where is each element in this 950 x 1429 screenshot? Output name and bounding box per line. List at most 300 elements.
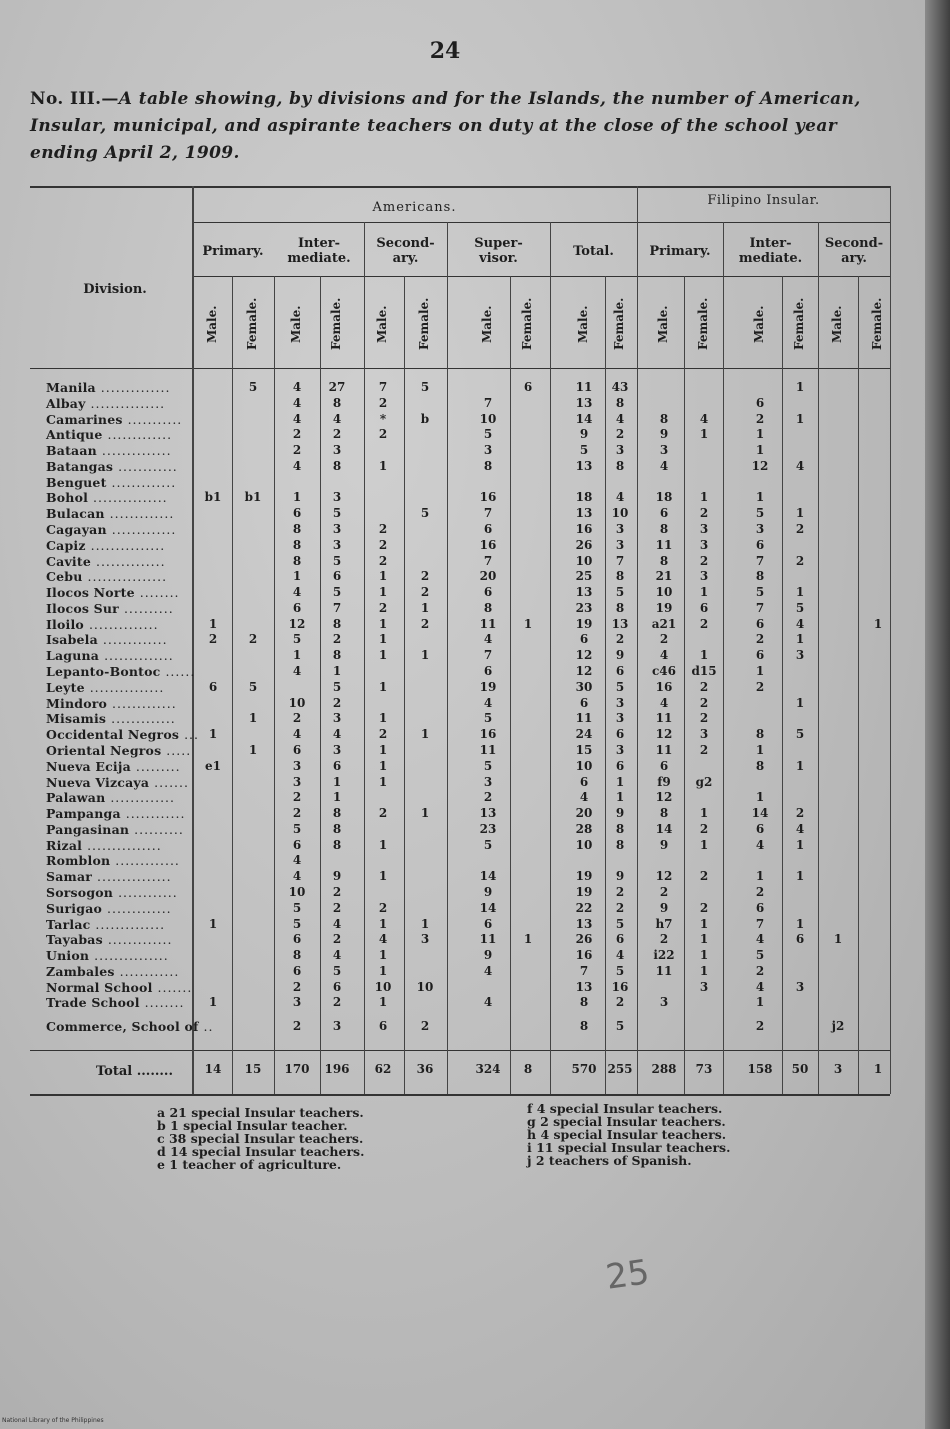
table-cell: 2	[699, 711, 709, 726]
table-cell: 7	[483, 553, 493, 568]
table-cell: 9	[659, 427, 669, 442]
group-header-line: mediate.	[738, 251, 803, 266]
table-cell: 8	[483, 458, 493, 473]
table-cell: 3	[615, 537, 625, 552]
table-cell: 4	[615, 411, 625, 426]
table-cell: 5	[483, 427, 493, 442]
table-cell: 19	[575, 869, 593, 884]
table-cell: 1	[795, 380, 805, 394]
table-cell: 13	[575, 979, 593, 994]
table-cell: 19	[479, 679, 497, 694]
table-cell: 14	[479, 900, 497, 915]
group-header-line: Inter-	[297, 236, 341, 251]
filipino-insular-header: Filipino Insular.	[707, 193, 820, 208]
column-rule	[404, 276, 405, 1094]
table-cell: 6	[332, 758, 342, 773]
division-name	[46, 744, 191, 757]
group-header	[550, 244, 637, 259]
division-label: Trade School	[46, 995, 140, 1011]
division-label: Ilocos Sur	[46, 600, 119, 616]
footnote: d 14 special Insular teachers.	[157, 1144, 365, 1159]
table-cell: 9	[483, 884, 493, 899]
table-cell: 4	[659, 458, 669, 473]
division-name	[46, 965, 179, 978]
table-cell: 8	[755, 569, 765, 584]
table-cell: 1	[755, 995, 765, 1010]
division-label: Nueva Vizcaya	[46, 774, 150, 790]
table-cell: 4	[483, 695, 493, 710]
table-cell: 9	[659, 837, 669, 852]
table-cell: 43	[611, 380, 629, 394]
table-cell: 6	[615, 664, 625, 679]
division-name	[46, 949, 169, 962]
division-name	[46, 839, 162, 852]
table-cell: 1	[420, 727, 430, 742]
female-header: Female.	[870, 297, 884, 351]
table-cell: 8	[615, 837, 625, 852]
table-cell: 9	[615, 806, 625, 821]
total-cell: 1	[873, 1062, 883, 1076]
table-cell: 2	[248, 632, 258, 647]
table-cell: 1	[420, 648, 430, 663]
table-cell: c46	[651, 664, 676, 679]
table-cell: 3	[699, 522, 709, 537]
table-cell: 4	[292, 853, 302, 868]
table-cell: 6	[208, 679, 218, 694]
leader-dots: ...............	[82, 837, 162, 853]
column-rule	[723, 222, 724, 1094]
table-cell: 1	[795, 869, 805, 884]
table-cell: 6	[579, 774, 589, 789]
table-cell: 2	[332, 932, 342, 947]
table-cell: 6	[579, 632, 589, 647]
table-cell: 4	[755, 932, 765, 947]
division-label: Bohol	[46, 490, 89, 506]
table-cell: 8	[332, 821, 342, 836]
table-cell: h7	[655, 916, 673, 931]
table-cell: 1	[873, 616, 883, 631]
leader-dots: .......	[152, 979, 193, 995]
leader-dots: .............	[106, 474, 177, 490]
footnote: e 1 teacher of agriculture.	[157, 1157, 342, 1172]
table-cell: 5	[248, 679, 258, 694]
table-cell: 8	[332, 806, 342, 821]
table-cell: 5	[615, 585, 625, 600]
table-cell: 2	[420, 1019, 430, 1034]
division-label: Cebu	[46, 569, 83, 585]
table-cell: 4	[615, 948, 625, 963]
table-cell: f9	[657, 774, 671, 789]
leader-dots: ...............	[85, 537, 166, 553]
table-cell: 3	[699, 727, 709, 742]
table-cell: 7	[615, 553, 625, 568]
division-name	[46, 697, 177, 710]
division-name	[46, 791, 175, 804]
table-cell: 5	[332, 553, 342, 568]
table-cell: 1	[208, 916, 218, 931]
footnotes-left	[157, 1106, 364, 1171]
table-cell: 5	[332, 585, 342, 600]
table-cell: 26	[575, 932, 593, 947]
table-cell: 1	[378, 458, 388, 473]
table-cell: 4	[483, 963, 493, 978]
leader-dots: ......	[160, 664, 196, 680]
leader-dots: .............	[102, 427, 173, 443]
table-cell: 16	[575, 522, 593, 537]
leader-dots: .............	[97, 632, 168, 648]
leader-dots: ...............	[92, 869, 172, 885]
table-cell: 9	[659, 900, 669, 915]
table-cell: 13	[575, 916, 593, 931]
group-header	[447, 236, 550, 266]
division-label: Albay	[46, 395, 86, 411]
total-cell: 50	[791, 1062, 809, 1076]
table-cell: 3	[332, 742, 342, 757]
division-name	[46, 665, 195, 678]
table-cell: 6	[483, 522, 493, 537]
division-name	[46, 760, 181, 773]
table-cell: 6	[332, 979, 342, 994]
group-header-line: ary.	[841, 251, 867, 266]
table-cell: 6	[292, 506, 302, 521]
table-cell: 4	[378, 932, 388, 947]
table-cell: 9	[615, 869, 625, 884]
table-cell: 12	[575, 648, 593, 663]
table-cell: 1	[523, 932, 533, 947]
table-cell: 1	[378, 648, 388, 663]
table-cell: a21	[651, 616, 677, 631]
table-cell: 7	[483, 648, 493, 663]
table-cell: 2	[699, 553, 709, 568]
division-label: Bataan	[46, 443, 97, 459]
leader-dots: ...........	[122, 411, 183, 427]
leader-dots: ........	[134, 585, 180, 601]
male-header: Male.	[375, 305, 389, 343]
table-cell: 14	[655, 821, 673, 836]
division-name	[46, 886, 178, 899]
leader-dots: ........	[139, 995, 185, 1011]
division-label: Cavite	[46, 553, 91, 569]
leader-dots: ............	[113, 884, 178, 900]
leader-dots: ..............	[99, 648, 174, 664]
table-cell: 2	[292, 427, 302, 442]
table-cell: 2	[378, 427, 388, 442]
table-cell: 2	[332, 900, 342, 915]
division-name	[46, 444, 172, 457]
table-cell: 6	[483, 916, 493, 931]
table-cell: 8	[579, 995, 589, 1010]
table-cell: 10	[575, 553, 593, 568]
table-cell: 6	[755, 900, 765, 915]
table-cell: 4	[332, 727, 342, 742]
table-cell: 6	[755, 395, 765, 410]
division-label: Laguna	[46, 648, 100, 664]
table-cell: 1	[699, 963, 709, 978]
table-cell: 7	[755, 600, 765, 615]
table-cell: 5	[483, 711, 493, 726]
table-cell: 4	[795, 616, 805, 631]
total-cell: 196	[324, 1062, 350, 1076]
footnote: c 38 special Insular teachers.	[157, 1131, 364, 1146]
division-name	[46, 649, 174, 662]
table-cell: 1	[292, 569, 302, 584]
table-cell: 2	[755, 411, 765, 426]
division-name	[46, 728, 199, 741]
division-name	[46, 807, 185, 820]
female-header: Female.	[329, 297, 343, 351]
table-cell: b	[420, 411, 430, 426]
table-cell: 2	[795, 553, 805, 568]
male-header: Male.	[830, 305, 844, 343]
division-name	[46, 428, 172, 441]
table-cell: 14	[479, 869, 497, 884]
total-cell: 570	[571, 1062, 597, 1076]
table-cell: 12	[751, 458, 769, 473]
table-cell: 6	[659, 758, 669, 773]
table-cell: 6	[483, 585, 493, 600]
table-cell: *	[379, 411, 387, 426]
table-cell: 1	[420, 806, 430, 821]
table-cell: 9	[483, 948, 493, 963]
table-cell: 1	[755, 790, 765, 805]
table-cell: 3	[615, 742, 625, 757]
table-cell: 4	[332, 411, 342, 426]
leader-dots: .............	[102, 900, 172, 916]
division-name	[46, 633, 168, 646]
table-cell: 1	[378, 963, 388, 978]
table-cell: 1	[248, 742, 258, 757]
table-cell: 24	[575, 727, 593, 742]
americans-header: Americans.	[372, 200, 457, 215]
leader-dots: ..........	[129, 821, 184, 837]
male-header: Male.	[205, 305, 219, 343]
table-cell: 8	[579, 1019, 589, 1034]
group-header-rule	[192, 222, 890, 223]
table-cell: 3	[483, 774, 493, 789]
table-cell: 6	[755, 648, 765, 663]
column-rule	[858, 276, 859, 1094]
table-cell: 6	[755, 821, 765, 836]
table-cell: 2	[659, 932, 669, 947]
table-cell: 20	[479, 569, 497, 584]
table-cell: 8	[615, 458, 625, 473]
table-cell: 2	[483, 790, 493, 805]
table-cell: 12	[655, 790, 673, 805]
division-label: Occidental Negros	[46, 727, 180, 743]
table-cell: 2	[699, 900, 709, 915]
table-cell: 8	[615, 821, 625, 836]
table-cell: b1	[204, 490, 222, 505]
table-cell: 2	[292, 443, 302, 458]
table-cell: 5	[615, 963, 625, 978]
table-cell: 5	[755, 506, 765, 521]
table-cell: 1	[699, 837, 709, 852]
female-header: Female.	[612, 297, 626, 351]
division-name	[46, 712, 176, 725]
table-cell: 13	[575, 458, 593, 473]
table-cell: 1	[755, 742, 765, 757]
division-label: Romblon	[46, 853, 111, 869]
table-cell: 1	[378, 679, 388, 694]
table-cell: 2	[208, 632, 218, 647]
table-cell: 6	[699, 600, 709, 615]
table-cell: 5	[292, 632, 302, 647]
division-name	[46, 918, 165, 931]
table-cell: i22	[653, 948, 675, 963]
table-cell: 6	[292, 963, 302, 978]
table-cell: 1	[699, 585, 709, 600]
table-cell: 2	[755, 679, 765, 694]
group-header	[637, 244, 723, 259]
table-cell: 1	[795, 837, 805, 852]
table-cell: 1	[795, 916, 805, 931]
table-cell: 4	[755, 837, 765, 852]
table-cell: 2	[615, 900, 625, 915]
division-label: Cagayan	[46, 522, 107, 538]
table-cell: 1	[755, 490, 765, 505]
table-cell: 3	[332, 443, 342, 458]
table-cell: 8	[659, 553, 669, 568]
table-cell: 1	[208, 727, 218, 742]
table-cell: 10	[575, 758, 593, 773]
total-cell: 324	[475, 1062, 501, 1076]
division-name	[46, 870, 172, 883]
table-cell: 19	[575, 884, 593, 899]
table-cell: 1	[208, 995, 218, 1010]
table-cell: 10	[655, 585, 673, 600]
total-cell: 158	[747, 1062, 773, 1076]
table-cell: 1	[378, 916, 388, 931]
table-cell: 14	[575, 411, 593, 426]
table-cell: 1	[795, 411, 805, 426]
division-name	[46, 523, 176, 536]
total-cell: 3	[833, 1062, 843, 1076]
division-label: Capiz	[46, 537, 86, 553]
table-cell: 8	[659, 411, 669, 426]
male-header: Male.	[289, 305, 303, 343]
footnote: j 2 teachers of Spanish.	[527, 1153, 692, 1168]
table-cell: 1	[378, 758, 388, 773]
female-header: Female.	[245, 297, 259, 351]
table-cell: 8	[615, 395, 625, 410]
table-cell: 8	[332, 837, 342, 852]
table-cell: 2	[292, 806, 302, 821]
table-cell: 2	[332, 884, 342, 899]
table-cell: 16	[611, 979, 629, 994]
table-cell: 3	[615, 522, 625, 537]
footnote: f 4 special Insular teachers.	[527, 1101, 723, 1116]
table-cell: 12	[655, 727, 673, 742]
total-label: Total ........	[96, 1064, 173, 1079]
table-cell: 2	[699, 869, 709, 884]
table-cell: 6	[292, 600, 302, 615]
division-label: Union	[46, 948, 90, 964]
division-label: Oriental Negros	[46, 742, 162, 758]
male-header: Male.	[576, 305, 590, 343]
total-cell: 73	[695, 1062, 713, 1076]
total-cell: 62	[374, 1062, 392, 1076]
table-cell: 1	[523, 616, 533, 631]
table-cell: 18	[575, 490, 593, 505]
column-rule	[364, 222, 365, 1094]
table-cell: 4	[292, 380, 302, 394]
table-cell: 1	[378, 995, 388, 1010]
table-cell: 11	[479, 616, 497, 631]
table-cell: 8	[332, 395, 342, 410]
table-cell: 8	[615, 600, 625, 615]
table-cell: 2	[615, 884, 625, 899]
table-cell: 11	[575, 380, 593, 394]
table-cell: 1	[795, 695, 805, 710]
division-label: Leyte	[46, 679, 85, 695]
total-cell: 170	[284, 1062, 310, 1076]
table-cell: 2	[699, 695, 709, 710]
table-cell: 8	[615, 569, 625, 584]
male-header: Male.	[656, 305, 670, 343]
table-cell: 3	[332, 537, 342, 552]
table-cell: 20	[575, 806, 593, 821]
group-header-line: Primary.	[649, 244, 711, 259]
table-cell: 8	[332, 648, 342, 663]
table-cell: 3	[699, 537, 709, 552]
table-cell: 2	[420, 569, 430, 584]
table-cell: 1	[378, 569, 388, 584]
table-cell: 1	[378, 774, 388, 789]
column-rule	[637, 186, 638, 1094]
table-cell: 6	[795, 932, 805, 947]
subgroup-header-rule	[192, 276, 890, 277]
table-number: No. III.—	[30, 89, 119, 109]
table-cell: 14	[751, 806, 769, 821]
table-cell: 1	[699, 490, 709, 505]
group-header	[192, 244, 274, 259]
table-cell: 4	[659, 648, 669, 663]
leader-dots: ..............	[90, 916, 166, 932]
table-cell: 2	[378, 600, 388, 615]
division-name	[46, 491, 168, 504]
table-bottom-rule	[30, 1094, 890, 1096]
table-cell: 11	[479, 742, 497, 757]
division-label: Zambales	[46, 963, 115, 979]
table-cell: 2	[699, 679, 709, 694]
column-rule	[550, 222, 551, 1094]
footnote: i 11 special Insular teachers.	[527, 1140, 731, 1155]
handwritten-mark: 25	[603, 1252, 652, 1298]
table-cell: 1	[292, 648, 302, 663]
division-name	[46, 460, 178, 473]
table-cell: 1	[378, 585, 388, 600]
division-label: Tarlac	[46, 916, 91, 932]
leader-dots: ...............	[88, 490, 168, 506]
table-cell: 8	[292, 522, 302, 537]
table-cell: 10	[288, 884, 306, 899]
table-cell: 26	[575, 537, 593, 552]
total-cell: 8	[523, 1062, 533, 1076]
division-label: Misamis	[46, 711, 107, 727]
leader-dots: ............	[113, 458, 178, 474]
table-cell: 23	[479, 821, 497, 836]
table-cell: 1	[755, 427, 765, 442]
group-header-line: visor.	[479, 251, 518, 266]
table-cell: 10	[611, 506, 629, 521]
table-cell: 7	[755, 916, 765, 931]
division-name	[46, 902, 172, 915]
table-cell: 2	[292, 790, 302, 805]
table-cell: 4	[483, 632, 493, 647]
table-cell: 5	[420, 506, 430, 521]
table-cell: 21	[655, 569, 673, 584]
table-cell: 4	[332, 916, 342, 931]
